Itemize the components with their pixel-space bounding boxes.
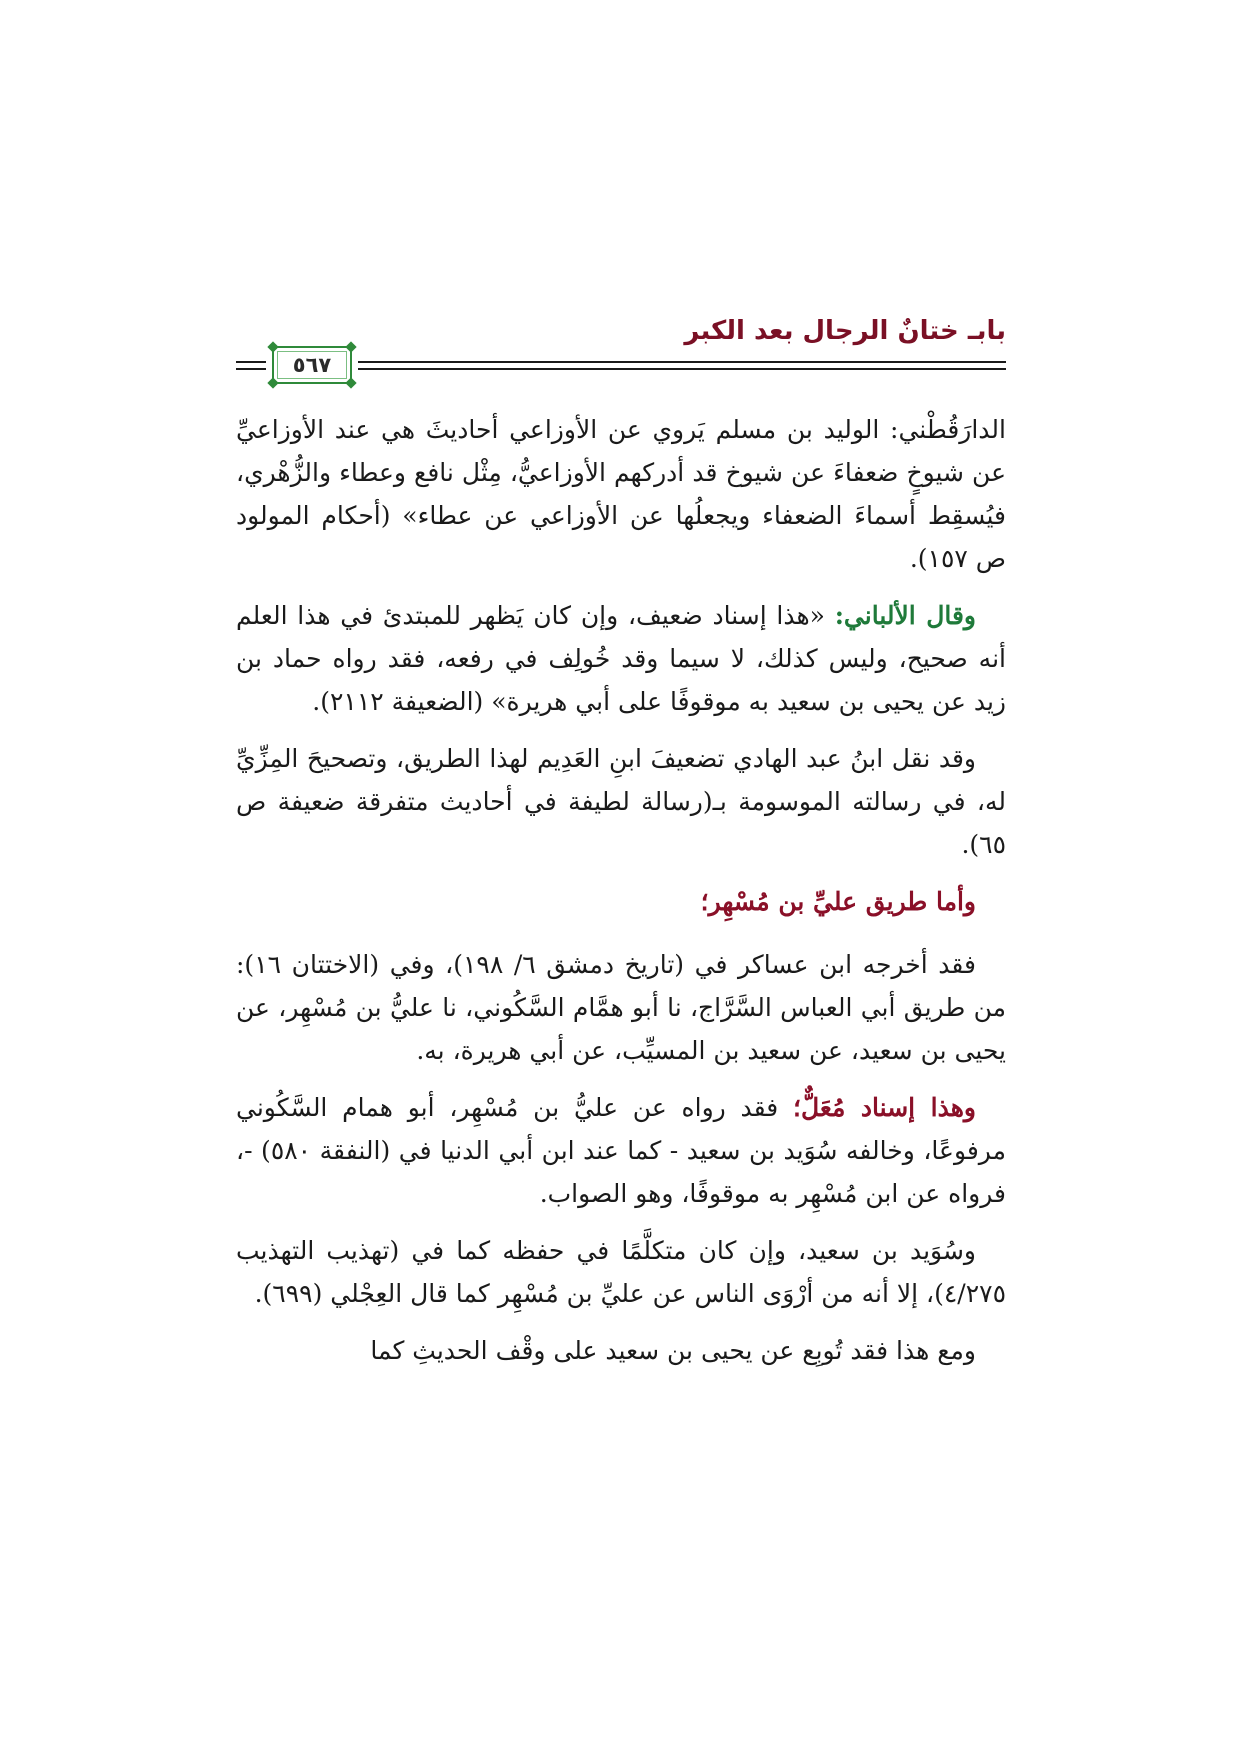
page-number: ٥٦٧ — [292, 353, 332, 377]
header-rule-top — [358, 361, 1006, 363]
paragraph-ibn-abdulhadi: وقد نقل ابنُ عبد الهادي تضعيفَ ابنِ العَدِيم لهذا الطريق، وتصحيحَ المِزِّيِّ له، في رسالته الموسومة بـ(رسالة لطيفة في أحاديث متفرقة ضعيفة ص ٦٥). — [236, 744, 1006, 859]
paragraph-continuation: ومع هذا فقد تُوبِع عن يحيى بن سعيد على وقْف الحديثِ كما — [370, 1336, 976, 1365]
paragraph-daraqutni: الدارَقُطْني: الوليد بن مسلم يَروي عن الأوزاعي أحاديثَ هي عند الأوزاعيِّ عن شيوخٍ ضعفاءَ عن شيوخ قد أدركهم الأوزاعيُّ، مِثْل نافع وعطاء والزُّهْري، فيُسقِط أسماءَ الضعفاء ويجعلُها عن الأوزاعي عن عطاء» (أحكام المولود ص ١٥٧). — [236, 415, 1006, 573]
paragraph-muall — [236, 1086, 1006, 1215]
ornament-corner-icon — [345, 377, 356, 388]
albani-quote: «هذا إسناد ضعيف، وإن كان يَظهر للمبتدئ في هذا العلم أنه صحيح، وليس كذلك، لا سيما وقد خُولِف في رفعه، فقد رواه حماد بن زيد عن يحيى بن سعيد به موقوفًا على أبي هريرة» (الضعيفة ٢١١٢). — [236, 601, 1006, 716]
paragraph-suwaid: وسُوَيد بن سعيد، وإن كان متكلَّمًا في حفظه كما في (تهذيب التهذيب ٤/٢٧٥)، إلا أنه من أرْوَى الناس عن عليِّ بن مُسْهِر كما قال العِجْلي (٦٩٩). — [236, 1236, 1006, 1308]
page-header — [236, 316, 1006, 386]
muall-text: فقد رواه عن عليُّ بن مُسْهِر، أبو همام السَّكُوني مرفوعًا، وخالفه سُوَيد بن سعيد - كما عند ابن أبي الدنيا في (النفقة ٥٨٠) -، فرواه عن ابن مُسْهِر به موقوفًا، وهو الصواب. — [236, 1093, 1006, 1208]
header-rule-left-top — [236, 361, 266, 363]
section-heading: وأما طريق عليِّ بن مُسْهِر؛ — [700, 887, 976, 916]
ornament-corner-icon — [267, 341, 278, 352]
header-rule-bottom — [358, 368, 1006, 370]
page-number-badge — [272, 346, 352, 384]
ornament-corner-icon — [267, 377, 278, 388]
page-body — [236, 408, 1006, 1386]
chapter-title: بابـ ختانٌ الرجال بعد الكبر — [684, 316, 1006, 346]
header-rule-left-bottom — [236, 368, 266, 370]
ornament-corner-icon — [345, 341, 356, 352]
muall-lead: وهذا إسناد مُعَلٌّ؛ — [793, 1093, 976, 1122]
paragraph-ibn-asakir: فقد أخرجه ابن عساكر في (تاريخ دمشق ٦/ ١٩٨)، وفي (الاختتان ١٦): من طريق أبي العباس السَّرَّاج، نا أبو همَّام السَّكُوني، نا عليُّ بن مُسْهِر، عن يحيى بن سعيد، عن سعيد بن المسيِّب، عن أبي هريرة، به. — [236, 950, 1006, 1065]
paragraph-albani — [236, 594, 1006, 723]
albani-lead: وقال الألباني: — [834, 601, 976, 630]
